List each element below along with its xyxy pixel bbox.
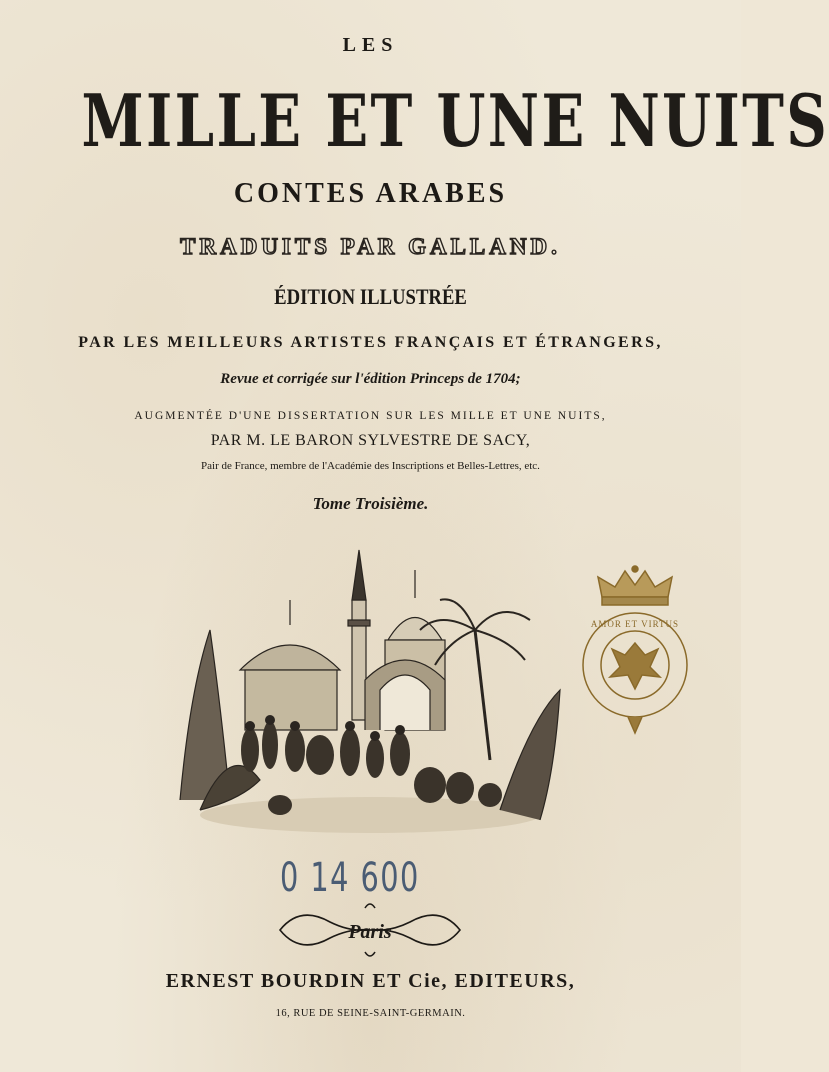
- paris-ornament: [270, 900, 470, 960]
- vignette-illustration: [170, 540, 570, 850]
- library-stamp: [580, 565, 690, 740]
- shelf-number: 0 14 600: [280, 855, 420, 901]
- les-heading: LES: [342, 34, 399, 56]
- author-titles: Pair de France, membre de l'Académie des Inscriptions et Belles-Lettres, etc.: [201, 460, 540, 472]
- stamp-motto: AMOR ET VIRTUS: [590, 619, 680, 629]
- subtitle: CONTES ARABES: [233, 178, 508, 209]
- publisher-line: ERNEST BOURDIN ET Cie, EDITEURS,: [165, 970, 576, 992]
- city-label: Paris: [348, 921, 392, 943]
- volume-label: Tome Troisième.: [312, 494, 429, 513]
- translator-line: TRADUITS PAR GALLAND.: [180, 234, 561, 259]
- augmented-line: AUGMENTÉE D'UNE DISSERTATION SUR LES MILLE ET UNE NUITS,: [134, 410, 607, 422]
- revue-line: Revue et corrigée sur l'édition Princeps de 1704;: [220, 371, 521, 387]
- publisher-address: 16, RUE DE SEINE-SAINT-GERMAIN.: [275, 1008, 466, 1019]
- author-line: PAR M. LE BARON SYLVESTRE DE SACY,: [210, 432, 531, 449]
- artists-line: PAR LES MEILLEURS ARTISTES FRANÇAIS ET ÉTRANGERS,: [78, 334, 663, 351]
- main-title: MILLE ET UNE NUITS: [81, 78, 829, 163]
- edition-line: ÉDITION ILLUSTRÉE: [274, 284, 467, 309]
